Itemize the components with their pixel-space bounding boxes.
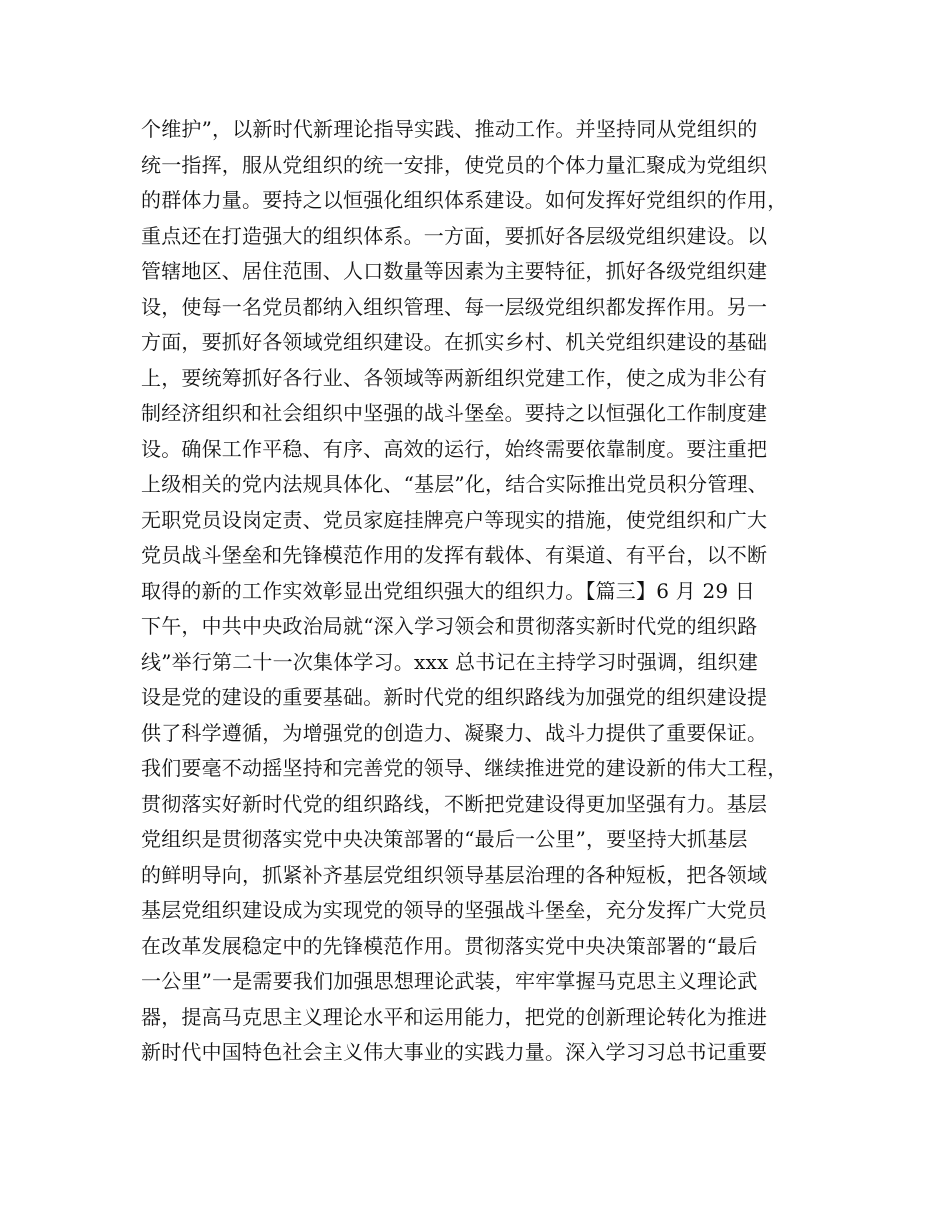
text-line: 设。确保工作平稳、有序、高效的运行，始终需要依靠制度。要注重把 <box>141 436 768 461</box>
text-line: 取得的新的工作实效彰显出党组织强大的组织力。【篇三】6 月 29 日 <box>141 578 756 603</box>
text-line: 个维护”，以新时代新理论指导实践、推动工作。并坚持同从党组织的 <box>141 117 758 141</box>
text-line: 统一指挥，服从党组织的统一安排，使党员的个体力量汇聚成为党组织 <box>141 152 768 177</box>
text-line: 上级相关的党内法规具体化、“基层”化，结合实际推出党员积分管理、 <box>141 472 768 496</box>
text-line: 下午，中共中央政治局就“深入学习领会和贯彻落实新时代党的组织路 <box>141 614 758 638</box>
text-line: 管辖地区、居住范围、人口数量等因素为主要特征，抓好各级党组织建 <box>141 259 768 283</box>
text-line: 一公里”一是需要我们加强思想理论武装，牢牢掌握马克思主义理论武 <box>141 969 758 993</box>
text-line: 在改革发展稳定中的先锋模范作用。贯彻落实党中央决策部署的“最后 <box>141 933 758 958</box>
text-line: 的群体力量。要持之以恒强化组织体系建设。如何发挥好党组织的作用， <box>141 188 788 212</box>
text-line: 设是党的建设的重要基础。新时代党的组织路线为加强党的组织建设提 <box>141 685 768 709</box>
text-line: 器，提高马克思主义理论水平和运用能力，把党的创新理论转化为推进 <box>141 1004 768 1029</box>
text-line: 重点还在打造强大的组织体系。一方面，要抓好各层级党组织建设。以 <box>141 223 768 248</box>
text-line: 方面，要抓好各领域党组织建设。在抓实乡村、机关党组织建设的基础 <box>141 330 768 354</box>
text-line: 的鲜明导向，抓紧补齐基层党组织领导基层治理的各种短板，把各领域 <box>141 862 768 887</box>
body-paragraph <box>141 112 841 1071</box>
text-line: 上，要统筹抓好各行业、各领域等两新组织党建工作，使之成为非公有 <box>141 365 768 390</box>
text-line: 制经济组织和社会组织中坚强的战斗堡垒。要持之以恒强化工作制度建 <box>141 401 768 425</box>
text-line: 党员战斗堡垒和先锋模范作用的发挥有载体、有渠道、有平台，以不断 <box>141 543 768 567</box>
text-line: 我们要毫不动摇坚持和完善党的领导、继续推进党的建设新的伟大工程， <box>141 756 788 780</box>
text-line: 新时代中国特色社会主义伟大事业的实践力量。深入学习习总书记重要 <box>141 1040 768 1064</box>
text-line: 无职党员设岗定责、党员家庭挂牌亮户等现实的措施，使党组织和广大 <box>141 507 768 532</box>
text-line: 供了科学遵循，为增强党的创造力、凝聚力、战斗力提供了重要保证。 <box>141 720 768 745</box>
text-line: 基层党组织建设成为实现党的领导的坚强战斗堡垒，充分发挥广大党员 <box>141 898 768 922</box>
text-line: 设，使每一名党员都纳入组织管理、每一层级党组织都发挥作用。另一 <box>141 294 768 319</box>
text-line: 党组织是贯彻落实党中央决策部署的“最后一公里”，要坚持大抓基层 <box>141 827 748 851</box>
text-line: 线”举行第二十一次集体学习。xxx 总书记在主持学习时强调，组织建 <box>141 649 759 674</box>
text-line: 贯彻落实好新时代党的组织路线，不断把党建设得更加坚强有力。基层 <box>141 791 768 816</box>
